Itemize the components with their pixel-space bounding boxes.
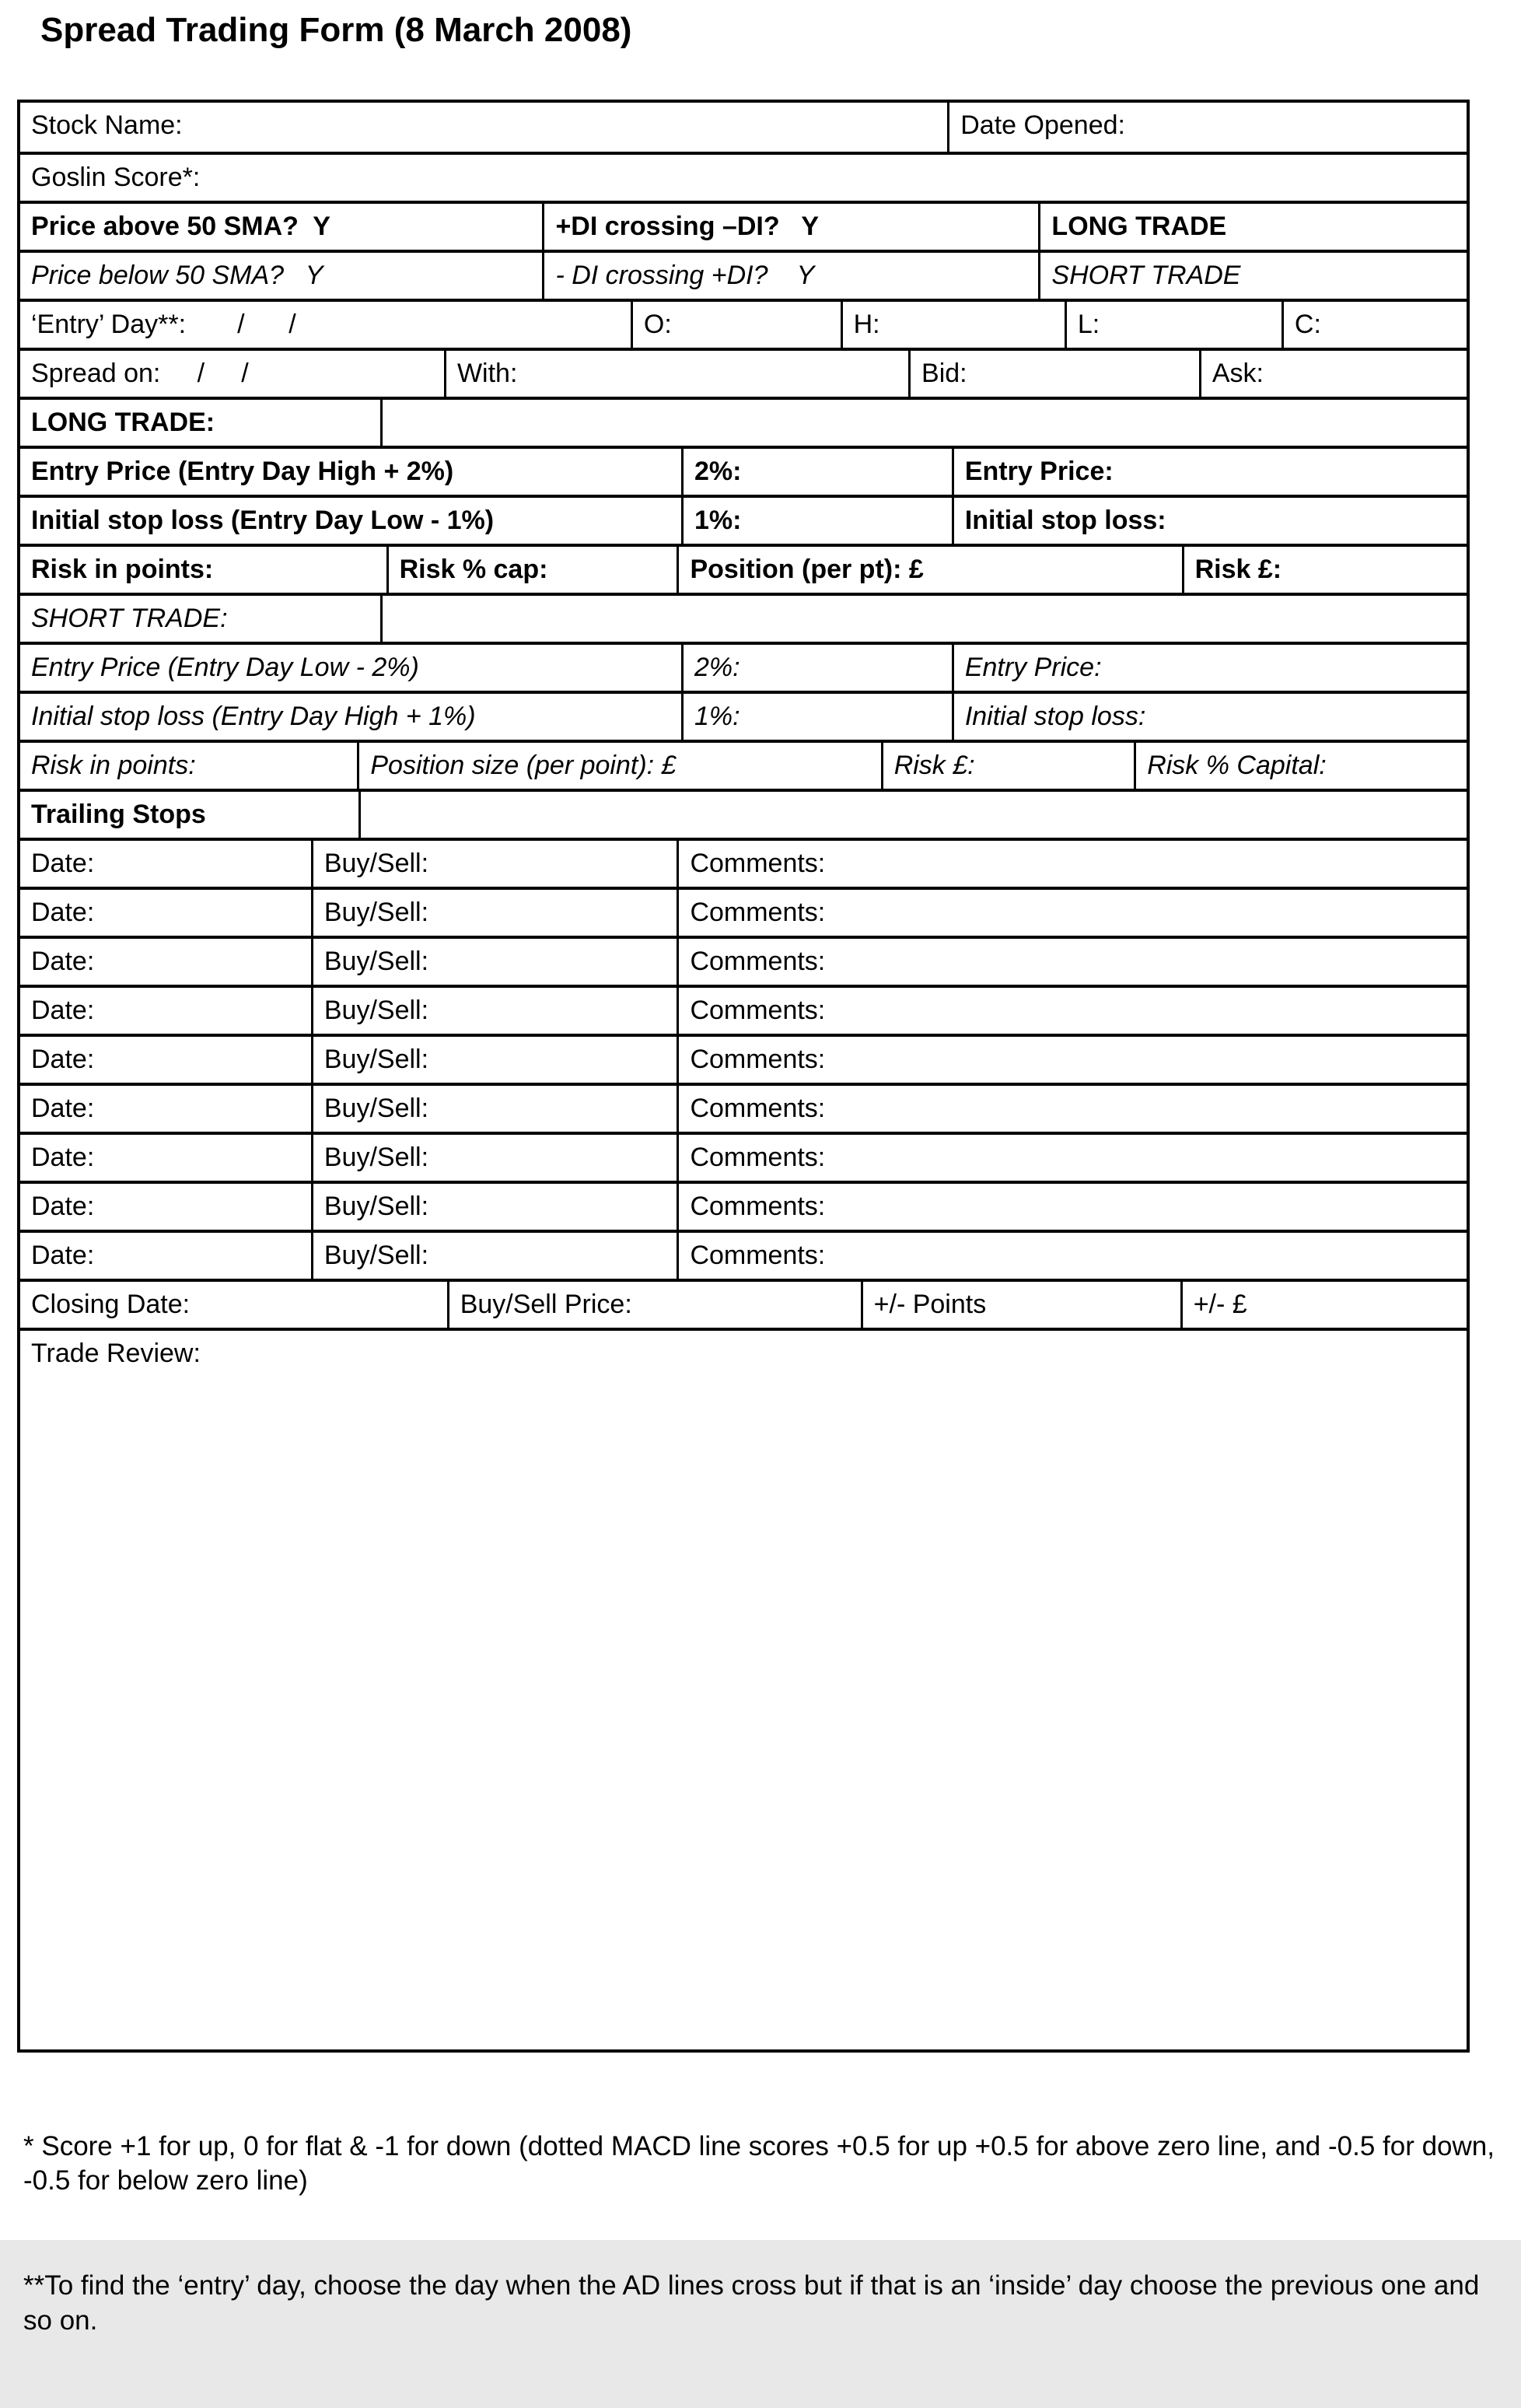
stock-name-field: Stock Name: <box>31 110 183 140</box>
trailing-stop-buy-sell-field: Buy/Sell: <box>311 841 677 887</box>
low-field: L: <box>1065 302 1281 348</box>
short-position-field: Position size (per point): £ <box>357 743 880 789</box>
closing-buy-sell-price-field: Buy/Sell Price: <box>447 1282 861 1328</box>
plus-di-crossing-field: +DI crossing –DI? Y <box>542 204 1038 250</box>
trailing-stop-date-field: Date: <box>31 849 95 878</box>
row-goslin-score <box>20 152 1467 201</box>
row-short-stop-loss <box>20 691 1467 740</box>
row-short-signal <box>20 250 1467 299</box>
long-risk-points-field: Risk in points: <box>31 555 214 584</box>
row-long-trade-heading <box>20 397 1467 446</box>
short-entry-formula-label: Entry Price (Entry Day Low - 2%) <box>31 653 419 682</box>
trailing-stop-date-field: Date: <box>31 1045 95 1074</box>
trailing-stop-comments-field: Comments: <box>677 890 1467 936</box>
trailing-stop-buy-sell-field: Buy/Sell: <box>311 890 677 936</box>
closing-pounds-field: +/- £ <box>1180 1282 1467 1328</box>
row-trade-review <box>20 1328 1467 2049</box>
trailing-stop-buy-sell-field: Buy/Sell: <box>311 1184 677 1230</box>
short-stop-loss-field: Initial stop loss: <box>952 694 1467 740</box>
trailing-stop-comments-field: Comments: <box>677 988 1467 1034</box>
price-below-sma-field: Price below 50 SMA? Y <box>31 261 323 290</box>
row-long-signal <box>20 201 1467 250</box>
page-title: Spread Trading Form (8 March 2008) <box>40 11 632 49</box>
trailing-stop-comments-field: Comments: <box>677 1184 1467 1230</box>
entry-day-footnote: **To find the ‘entry’ day, choose the day when the AD lines cross but if that is an ‘inside’ day choose the previous one and so on. <box>23 2270 1488 2336</box>
with-field: With: <box>444 351 908 397</box>
row-long-entry-price <box>20 446 1467 495</box>
trailing-stop-date-field: Date: <box>31 1192 95 1221</box>
row-short-trade-heading <box>20 593 1467 642</box>
high-field: H: <box>841 302 1065 348</box>
trailing-stops-heading-spacer <box>358 792 1467 838</box>
trailing-stop-row <box>20 1230 1467 1279</box>
short-stop-formula-label: Initial stop loss (Entry Day High + 1%) <box>31 702 476 731</box>
short-trade-label: SHORT TRADE <box>1038 253 1467 299</box>
long-stop-pct-field: 1%: <box>681 498 952 544</box>
trailing-stop-row <box>20 1083 1467 1132</box>
long-risk-cap-field: Risk % cap: <box>386 547 677 593</box>
short-trade-heading-spacer <box>380 596 1467 642</box>
trailing-stop-buy-sell-field: Buy/Sell: <box>311 1135 677 1181</box>
price-above-sma-field: Price above 50 SMA? Y <box>31 212 330 241</box>
short-risk-pct-capital-field: Risk % Capital: <box>1134 743 1467 789</box>
trailing-stop-comments-field: Comments: <box>677 939 1467 985</box>
score-footnote: * Score +1 for up, 0 for flat & -1 for down (dotted MACD line scores +0.5 for up +0.5 for above zero line, and -0.5 for down, -0.5 for below zero line) <box>23 2130 1502 2196</box>
trailing-stop-row <box>20 1034 1467 1083</box>
row-entry-day <box>20 299 1467 348</box>
long-risk-gbp-field: Risk £: <box>1182 547 1467 593</box>
short-trade-section-heading: SHORT TRADE: <box>31 604 228 633</box>
closing-points-field: +/- Points <box>861 1282 1180 1328</box>
bid-field: Bid: <box>908 351 1199 397</box>
trailing-stops-heading: Trailing Stops <box>31 800 206 829</box>
row-short-risk <box>20 740 1467 789</box>
trailing-stop-comments-field: Comments: <box>677 841 1467 887</box>
trailing-stop-date-field: Date: <box>31 1241 95 1270</box>
row-long-stop-loss <box>20 495 1467 544</box>
close-field: C: <box>1281 302 1467 348</box>
closing-date-field: Closing Date: <box>31 1290 191 1319</box>
trailing-stop-buy-sell-field: Buy/Sell: <box>311 939 677 985</box>
trailing-stop-date-field: Date: <box>31 1094 95 1123</box>
trailing-stop-comments-field: Comments: <box>677 1086 1467 1132</box>
minus-di-crossing-field: - DI crossing +DI? Y <box>542 253 1038 299</box>
trailing-stop-date-field: Date: <box>31 947 95 976</box>
short-stop-pct-field: 1%: <box>681 694 952 740</box>
trading-form-table <box>17 100 1470 2053</box>
long-trade-section-heading: LONG TRADE: <box>31 408 215 437</box>
long-stop-loss-field: Initial stop loss: <box>952 498 1467 544</box>
long-entry-price-field: Entry Price: <box>952 449 1467 495</box>
long-trade-heading-spacer <box>380 400 1467 446</box>
trailing-stop-row <box>20 936 1467 985</box>
spread-on-field: Spread on: / / <box>31 359 249 388</box>
trade-review-field: Trade Review: <box>31 1339 201 1368</box>
trailing-stop-row <box>20 1132 1467 1181</box>
footnotes <box>23 2060 1501 2408</box>
trailing-stop-buy-sell-field: Buy/Sell: <box>311 1233 677 1279</box>
ask-field: Ask: <box>1199 351 1467 397</box>
goslin-score-field: Goslin Score*: <box>31 163 201 192</box>
trailing-stop-date-field: Date: <box>31 996 95 1025</box>
row-closing <box>20 1279 1467 1328</box>
entry-day-field: ‘Entry’ Day**: / / <box>31 310 296 339</box>
trailing-stop-comments-field: Comments: <box>677 1233 1467 1279</box>
date-opened-field: Date Opened: <box>947 103 1467 152</box>
trailing-stop-comments-field: Comments: <box>677 1037 1467 1083</box>
open-field: O: <box>631 302 841 348</box>
trailing-stop-buy-sell-field: Buy/Sell: <box>311 988 677 1034</box>
long-entry-formula-label: Entry Price (Entry Day High + 2%) <box>31 457 454 486</box>
long-trade-label: LONG TRADE <box>1038 204 1467 250</box>
trailing-stop-comments-field: Comments: <box>677 1135 1467 1181</box>
trailing-stop-date-field: Date: <box>31 1143 95 1172</box>
trailing-stop-row <box>20 838 1467 887</box>
short-entry-pct-field: 2%: <box>681 645 952 691</box>
trailing-stop-row <box>20 1181 1467 1230</box>
short-entry-price-field: Entry Price: <box>952 645 1467 691</box>
trailing-stop-buy-sell-field: Buy/Sell: <box>311 1037 677 1083</box>
row-long-risk <box>20 544 1467 593</box>
trailing-stop-row <box>20 887 1467 936</box>
row-spread-on <box>20 348 1467 397</box>
trailing-stop-date-field: Date: <box>31 898 95 927</box>
long-entry-pct-field: 2%: <box>681 449 952 495</box>
trailing-stop-row <box>20 985 1467 1034</box>
short-risk-points-field: Risk in points: <box>31 751 196 780</box>
long-stop-formula-label: Initial stop loss (Entry Day Low - 1%) <box>31 506 495 535</box>
row-short-entry-price <box>20 642 1467 691</box>
short-risk-gbp-field: Risk £: <box>881 743 1135 789</box>
trailing-stop-buy-sell-field: Buy/Sell: <box>311 1086 677 1132</box>
row-stock-name <box>20 103 1467 152</box>
row-trailing-stops-heading <box>20 789 1467 838</box>
long-position-field: Position (per pt): £ <box>677 547 1181 593</box>
